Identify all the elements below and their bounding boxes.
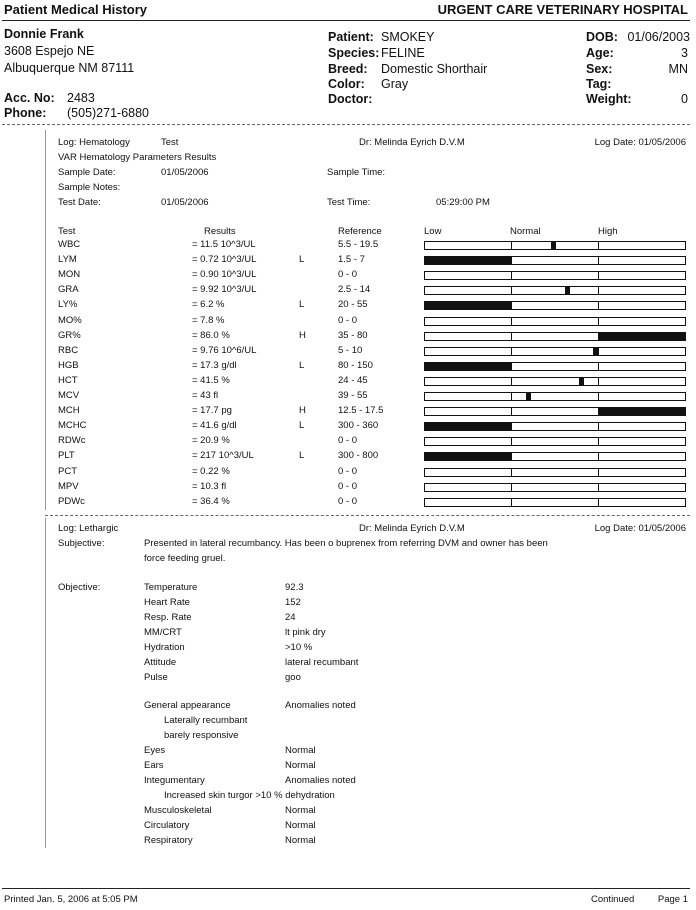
row-test-name: PDWc — [58, 495, 85, 507]
range-marker — [526, 393, 531, 400]
row-range-bar — [424, 437, 686, 446]
phone-value: (505)271-6880 — [67, 106, 150, 120]
row-result: = 43 fl — [192, 390, 219, 401]
owner-name: Donnie Frank — [4, 27, 84, 41]
account-number-value: 2483 — [67, 91, 95, 105]
range-divider-normal-high — [598, 318, 599, 325]
column-header-results: Results — [204, 226, 236, 237]
integumentary-note: Increased skin turgor >10 % dehydration — [164, 790, 335, 801]
row-range-bar — [424, 271, 686, 280]
row-test-name: RDWc — [58, 435, 86, 447]
row-test-name: GRA — [58, 284, 79, 296]
sample-time-label: Sample Time: — [327, 167, 386, 178]
row-reference: 12.5 - 17.5 — [338, 405, 384, 417]
vital-name: Temperature — [144, 582, 198, 593]
header-rule — [2, 20, 690, 21]
row-test-name: RBC — [58, 344, 79, 356]
general-appearance-note1: Laterally recumbant — [164, 715, 248, 726]
column-header-normal: Normal — [510, 226, 541, 237]
vital-value: lateral recumbant — [285, 657, 359, 668]
lethargic-doctor: Dr: Melinda Eyrich D.V.M — [359, 523, 465, 534]
row-flag: L — [299, 420, 305, 432]
row-range-bar — [424, 317, 686, 326]
range-fill-low — [425, 363, 511, 370]
range-marker — [565, 287, 570, 294]
row-test-name: MCH — [58, 405, 80, 417]
color-value: Gray — [381, 77, 409, 91]
range-divider-low-normal — [511, 363, 512, 370]
circulatory-label: Circulatory — [144, 820, 190, 831]
vital-value: 152 — [285, 597, 301, 608]
color-label: Color: — [328, 77, 365, 91]
row-result: = 11.5 10^3/UL — [192, 239, 256, 250]
vital-value: 92.3 — [285, 582, 304, 593]
vital-value: 24 — [285, 612, 296, 623]
row-test-name: GR% — [58, 329, 81, 341]
row-range-bar — [424, 498, 686, 507]
row-result: = 41.6 g/dl — [192, 420, 237, 432]
range-divider-normal-high — [598, 242, 599, 249]
range-divider-normal-high — [598, 469, 599, 476]
patient-name: SMOKEY — [381, 30, 435, 44]
footer-rule — [2, 888, 690, 889]
row-reference: 0 - 0 — [338, 465, 358, 477]
printed-timestamp: Printed Jan. 5, 2006 at 5:05 PM — [4, 894, 138, 905]
row-reference: 0 - 0 — [338, 480, 358, 492]
range-marker — [593, 348, 598, 355]
row-reference: 300 - 360 — [338, 420, 379, 432]
range-divider-low-normal — [511, 423, 512, 430]
row-result: = 9.76 10^6/UL — [192, 344, 257, 356]
range-divider-low-normal — [511, 348, 512, 355]
range-divider-normal-high — [598, 438, 599, 445]
species-label: Species: — [328, 46, 380, 60]
row-range-bar — [424, 377, 686, 386]
vital-name: Hydration — [144, 642, 185, 653]
row-reference: 0 - 0 — [338, 269, 358, 281]
row-flag: H — [299, 405, 306, 417]
vital-name: Attitude — [144, 657, 177, 668]
row-result: = 0.90 10^3/UL — [192, 269, 257, 281]
column-header-test: Test — [58, 226, 76, 237]
row-reference: 24 - 45 — [338, 374, 368, 386]
breed-value: Domestic Shorthair — [381, 62, 488, 76]
vital-value: goo — [285, 672, 301, 683]
row-test-name: MCV — [58, 390, 80, 401]
range-divider-low-normal — [511, 333, 512, 340]
range-divider-normal-high — [598, 423, 599, 430]
test-time-value: 05:29:00 PM — [436, 197, 490, 208]
patient-label: Patient: — [328, 30, 374, 44]
row-test-name: MCHC — [58, 420, 87, 432]
hematology-section-rule — [45, 515, 690, 516]
hematology-doctor: Dr: Melinda Eyrich D.V.M — [359, 137, 465, 148]
row-range-bar — [424, 422, 686, 431]
range-divider-normal-high — [598, 453, 599, 460]
range-fill-low — [425, 257, 511, 264]
row-test-name: WBC — [58, 239, 81, 250]
vital-value: lt pink dry — [285, 627, 326, 638]
age-value: 3 — [681, 46, 688, 60]
tag-label: Tag: — [586, 77, 612, 91]
respiratory-value: Normal — [285, 835, 316, 846]
row-flag: L — [299, 254, 305, 266]
row-reference: 0 - 0 — [338, 435, 358, 447]
sex-value: MN — [668, 62, 688, 76]
range-divider-low-normal — [511, 242, 512, 249]
range-divider-low-normal — [511, 499, 512, 506]
sample-date-value: 01/05/2006 — [161, 167, 209, 178]
row-flag: H — [299, 329, 306, 341]
row-test-name: HCT — [58, 374, 78, 386]
row-reference: 39 - 55 — [338, 390, 368, 401]
integumentary-value: Anomalies noted — [285, 775, 356, 786]
owner-address-line2: Albuquerque NM 87111 — [4, 61, 135, 75]
breed-label: Breed: — [328, 62, 368, 76]
column-header-low: Low — [424, 226, 442, 237]
hospital-name: URGENT CARE VETERINARY HOSPITAL — [437, 2, 688, 17]
range-divider-low-normal — [511, 453, 512, 460]
row-result: = 0.72 10^3/UL — [192, 254, 257, 266]
row-result: = 9.92 10^3/UL — [192, 284, 257, 296]
column-header-high: High — [598, 226, 618, 237]
range-divider-low-normal — [511, 257, 512, 264]
owner-address-line1: 3608 Espejo NE — [4, 44, 95, 58]
range-divider-low-normal — [511, 484, 512, 491]
account-number-label: Acc. No: — [4, 91, 55, 105]
eyes-label: Eyes — [144, 745, 166, 756]
range-divider-normal-high — [598, 363, 599, 370]
row-test-name: LYM — [58, 254, 77, 266]
row-range-bar — [424, 468, 686, 477]
hematology-log-date: Log Date: 01/05/2006 — [594, 137, 686, 148]
range-divider-low-normal — [511, 302, 512, 309]
row-reference: 5.5 - 19.5 — [338, 239, 379, 250]
range-divider-low-normal — [511, 408, 512, 415]
row-reference: 80 - 150 — [338, 359, 373, 371]
musculoskeletal-label: Musculoskeletal — [144, 805, 212, 816]
row-test-name: MPV — [58, 480, 79, 492]
row-flag: L — [299, 359, 305, 371]
age-label: Age: — [586, 46, 614, 60]
weight-label: Weight: — [586, 92, 632, 106]
lethargic-log-date: Log Date: 01/05/2006 — [594, 523, 686, 534]
row-result: = 41.5 % — [192, 374, 230, 386]
row-range-bar — [424, 483, 686, 492]
range-divider-low-normal — [511, 287, 512, 294]
general-appearance-value: Anomalies noted — [285, 700, 356, 711]
row-range-bar — [424, 286, 686, 295]
row-test-name: HGB — [58, 359, 79, 371]
range-divider-low-normal — [511, 318, 512, 325]
integumentary-label: Integumentary — [144, 775, 205, 786]
row-result: = 17.7 pg — [192, 405, 232, 417]
general-appearance-label: General appearance — [144, 700, 231, 711]
range-divider-normal-high — [598, 302, 599, 309]
row-result: = 6.2 % — [192, 299, 225, 311]
subjective-text-line1: Presented in lateral recumbancy. Has been o buprenex from referring DVM and owner has been — [144, 538, 548, 549]
eyes-value: Normal — [285, 745, 316, 756]
hematology-log — [45, 130, 691, 510]
lethargic-log-label: Log: Lethargic — [58, 523, 119, 534]
range-divider-normal-high — [598, 378, 599, 385]
ears-label: Ears — [144, 760, 164, 771]
test-date-label: Test Date: — [58, 197, 101, 208]
hematology-log-label: Log: Hematology — [58, 137, 130, 148]
row-result: = 17.3 g/dl — [192, 359, 237, 371]
range-fill-low — [425, 423, 511, 430]
subjective-label: Subjective: — [58, 538, 105, 549]
range-fill-high — [598, 333, 685, 340]
objective-label: Objective: — [58, 582, 101, 593]
subjective-text-line2: force feeding gruel. — [144, 553, 226, 564]
range-fill-low — [425, 453, 511, 460]
ears-value: Normal — [285, 760, 316, 771]
musculoskeletal-value: Normal — [285, 805, 316, 816]
row-test-name: MO% — [58, 314, 82, 326]
row-reference: 0 - 0 — [338, 314, 358, 326]
column-header-reference: Reference — [338, 226, 382, 237]
row-reference: 300 - 800 — [338, 450, 379, 462]
range-divider-normal-high — [598, 484, 599, 491]
continued-label: Continued — [591, 894, 635, 905]
row-test-name: PCT — [58, 465, 77, 477]
range-divider-low-normal — [511, 469, 512, 476]
row-range-bar — [424, 452, 686, 461]
row-range-bar — [424, 256, 686, 265]
row-reference: 2.5 - 14 — [338, 284, 371, 296]
row-reference: 0 - 0 — [338, 495, 358, 507]
row-range-bar — [424, 241, 686, 250]
row-reference: 35 - 80 — [338, 329, 368, 341]
general-appearance-note2: barely responsive — [164, 730, 239, 741]
owner-section-rule — [2, 124, 690, 125]
range-divider-low-normal — [511, 378, 512, 385]
row-test-name: MON — [58, 269, 81, 281]
row-result: = 10.3 fl — [192, 480, 227, 492]
range-divider-normal-high — [598, 499, 599, 506]
respiratory-label: Respiratory — [144, 835, 193, 846]
circulatory-value: Normal — [285, 820, 316, 831]
row-result: = 36.4 % — [192, 495, 230, 507]
test-date-value: 01/05/2006 — [161, 197, 209, 208]
range-marker — [579, 378, 584, 385]
document-title: Patient Medical History — [4, 2, 148, 17]
row-result: = 7.8 % — [192, 314, 225, 326]
lethargic-log — [45, 518, 691, 848]
row-reference: 1.5 - 7 — [338, 254, 365, 266]
range-divider-normal-high — [598, 257, 599, 264]
row-range-bar — [424, 332, 686, 341]
row-result: = 20.9 % — [192, 435, 230, 447]
row-range-bar — [424, 347, 686, 356]
vital-value: >10 % — [285, 642, 313, 653]
range-fill-low — [425, 302, 511, 309]
vital-name: Heart Rate — [144, 597, 190, 608]
range-divider-normal-high — [598, 272, 599, 279]
row-test-name: PLT — [58, 450, 75, 462]
range-marker — [551, 242, 556, 249]
row-reference: 20 - 55 — [338, 299, 368, 311]
row-reference: 5 - 10 — [338, 344, 363, 356]
range-divider-low-normal — [511, 393, 512, 400]
hematology-log-type: Test — [161, 137, 179, 148]
row-range-bar — [424, 362, 686, 371]
test-time-label: Test Time: — [327, 197, 371, 208]
row-result: = 0.22 % — [192, 465, 230, 477]
row-flag: L — [299, 299, 305, 311]
range-divider-normal-high — [598, 287, 599, 294]
range-divider-low-normal — [511, 272, 512, 279]
range-divider-low-normal — [511, 438, 512, 445]
sample-date-label: Sample Date: — [58, 167, 116, 178]
vital-name: Pulse — [144, 672, 168, 683]
vital-name: Resp. Rate — [144, 612, 192, 623]
row-result: = 217 10^3/UL — [192, 450, 254, 462]
dob-label: DOB: — [586, 30, 618, 44]
hematology-subtitle: VAR Hematology Parameters Results — [58, 152, 217, 163]
phone-label: Phone: — [4, 106, 47, 120]
range-divider-normal-high — [598, 393, 599, 400]
range-fill-high — [598, 408, 685, 415]
row-range-bar — [424, 407, 686, 416]
row-test-name: LY% — [58, 299, 78, 311]
doctor-label: Doctor: — [328, 92, 373, 106]
weight-value: 0 — [681, 92, 688, 106]
vital-name: MM/CRT — [144, 627, 182, 638]
row-range-bar — [424, 301, 686, 310]
page-number: Page 1 — [657, 894, 688, 905]
row-flag: L — [299, 450, 305, 462]
row-range-bar — [424, 392, 686, 401]
species-value: FELINE — [381, 46, 425, 60]
row-result: = 86.0 % — [192, 329, 230, 341]
sex-label: Sex: — [586, 62, 613, 76]
sample-notes-label: Sample Notes: — [58, 182, 121, 193]
dob-value: 01/06/2003 — [627, 30, 690, 44]
